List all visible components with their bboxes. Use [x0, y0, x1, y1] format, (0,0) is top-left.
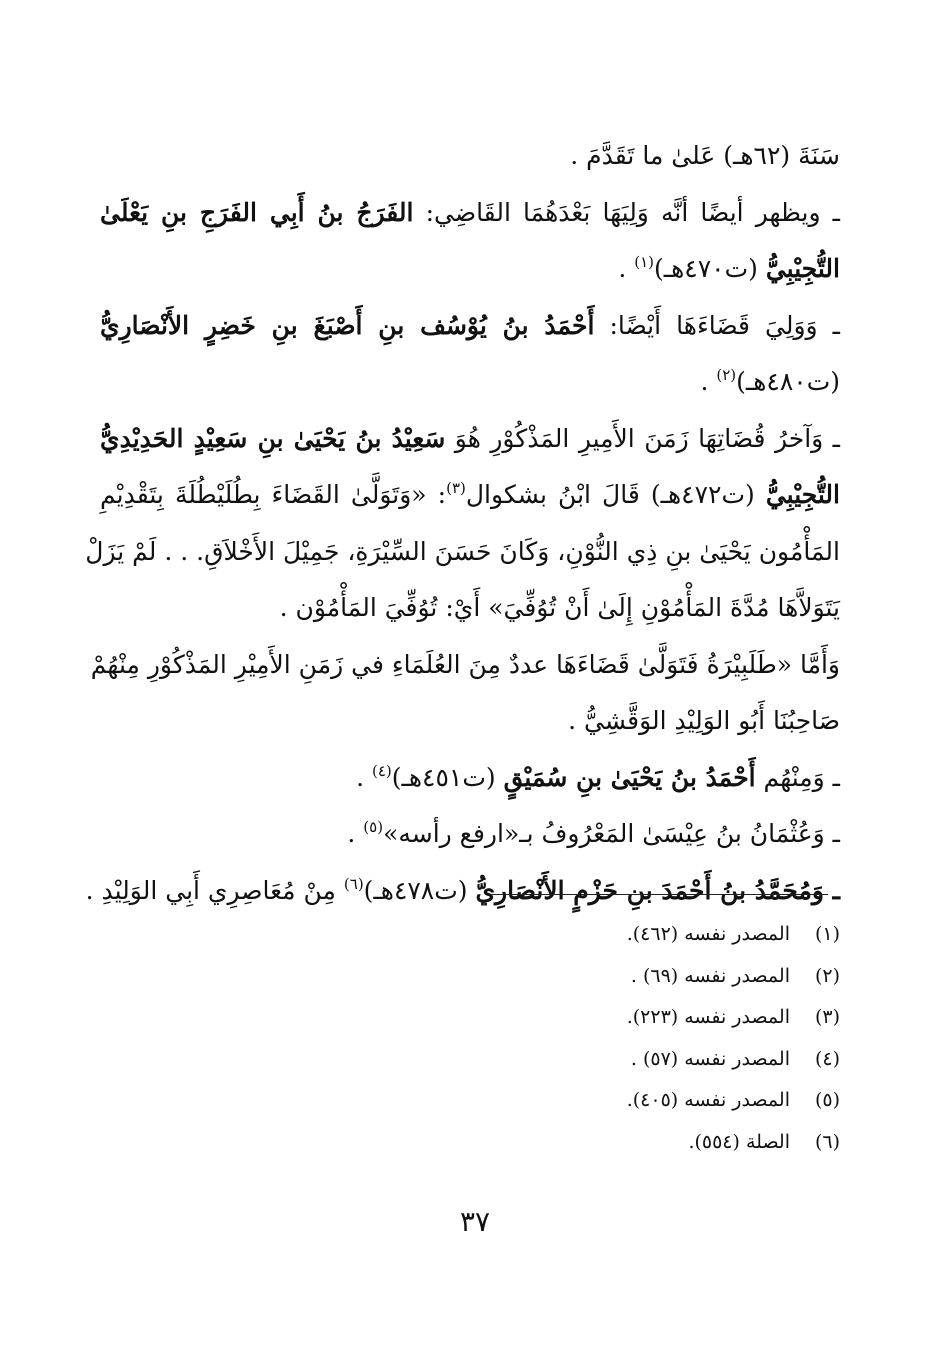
- footnote-number: (١): [814, 923, 840, 945]
- text-segment: (ت٤٧٠هـ): [654, 254, 766, 283]
- text-line: [100, 128, 840, 185]
- text-segment: ـ وَمِنْهُم: [755, 762, 840, 792]
- text-segment: .: [700, 367, 717, 396]
- footnote: [560, 956, 840, 998]
- footnote-ref: (١): [634, 253, 655, 271]
- footnote-text: المصدر نفسه (٤٠٥).: [626, 1089, 790, 1111]
- bold-name: التُّجِيْبِيُّ: [765, 254, 840, 283]
- bold-name: سَعِيْدُ بنُ يَحْيَىٰ بنِ سَعِيْدٍ الحَدِيْدِيُّ: [100, 423, 446, 453]
- bold-name: الفَرَجُ بنُ أَبِي الفَرَجِ بنِ يَعْلَىٰ: [100, 197, 414, 227]
- footnote-separator: [488, 894, 828, 895]
- text-line: [100, 185, 840, 242]
- text-line: [100, 693, 840, 750]
- footnote-number: (٦): [814, 1130, 840, 1153]
- bold-name: التُّجِيْبِيُّ: [765, 480, 840, 509]
- text-segment: .: [618, 254, 635, 283]
- footnotes-block: [560, 914, 840, 1163]
- text-line: [100, 411, 840, 468]
- text-segment: ـ وَعُثْمَانُ بنُ عِيْسَىٰ المَعْرُوفُ بـ«ارفع رأسه»: [383, 819, 840, 848]
- footnote: [560, 1080, 840, 1122]
- text-line: [85, 863, 840, 920]
- footnote: [560, 1122, 840, 1164]
- text-line: [90, 637, 840, 694]
- footnote-ref: (٣): [446, 479, 466, 497]
- text-line: [100, 354, 840, 411]
- text-segment: يَتَوَلاَّهَا مُدَّةَ المَأْمُوْنِ إِلَىٰ أَنْ تُوُفِّيَ» أَيْ: تُوُفِّيَ المَأْمُوْن .: [279, 593, 840, 622]
- text-segment: المَأْمُون يَحْيَىٰ بنِ ذِي النُّوْنِ، وَكَانَ حَسَنَ السِّيْرَةِ، جَمِيْلَ الأَخْلاَقِ. . . لَمْ يَزَلْ: [85, 536, 840, 566]
- text-segment: ـ ويظهر أيضًا أنَّه وَلِيَهَا بَعْدَهُمَا القَاضِي:: [413, 197, 840, 227]
- footnote-text: المصدر نفسه (٢٢٣).: [626, 1006, 790, 1028]
- footnote-text: الصلة (٥٥٤).: [688, 1130, 790, 1153]
- text-segment: ـ وَوَلِيَ قَضَاءَهَا أَيْضًا:: [594, 310, 840, 340]
- text-segment: (ت٤٨٠هـ): [736, 367, 840, 396]
- text-line: [100, 467, 840, 524]
- text-line: [100, 241, 840, 298]
- main-text-body: [85, 128, 840, 919]
- bold-name: أَحْمَدُ بنُ يُوْسُف بنِ أَصْبَغَ بنِ خَضِرٍ الأَنْصَارِيُّ: [100, 310, 595, 340]
- footnote-text: المصدر نفسه (٥٧) .: [630, 1047, 790, 1070]
- footnote-text: المصدر نفسه (٤٦٢).: [626, 923, 790, 945]
- text-line: [100, 298, 840, 355]
- footnote-number: (٣): [814, 1006, 840, 1028]
- text-segment: (ت٤٥١هـ): [391, 762, 504, 792]
- text-segment: : «وَتَوَلَّىٰ القَضَاءَ بِطُلَيْطُلَةَ بِتَقْدِيْمِ: [100, 480, 447, 509]
- footnote-text: المصدر نفسه (٦٩) .: [630, 964, 790, 987]
- text-segment: وَأَمَّا «طَلَبِيْرَةُ فَتَوَلَّىٰ قَضَاءَهَا عددٌ مِنَ العُلَمَاءِ في زَمَنِ الأَمِيْرِ المَذْكُوْرِ مِنْهُمْ: [90, 649, 840, 679]
- footnote-ref: (٥): [363, 818, 384, 836]
- footnote-ref: (٤): [371, 761, 392, 780]
- text-segment: سَنَةَ (٦٢هـ) عَلىٰ ما تَقَدَّمَ .: [570, 141, 840, 170]
- text-line: [100, 580, 840, 637]
- bold-name: ـ وَمُحَمَّدُ بنُ أَحْمَدَ بنِ حَزْمٍ الأَنْصَارِيُّ: [475, 875, 840, 905]
- text-segment: مِنْ مُعَاصِرِي أَبِي الوَلِيْدِ .: [85, 875, 344, 905]
- text-segment: (ت٤٧٨هـ): [363, 875, 476, 905]
- footnote-ref: (٢): [716, 366, 737, 384]
- text-line: [100, 750, 840, 807]
- text-line: [85, 524, 840, 581]
- text-line: [100, 806, 840, 863]
- footnote-number: (٥): [814, 1089, 840, 1111]
- page-number: ٣٧: [459, 1205, 491, 1238]
- text-segment: (ت٤٧٢هـ) قَالَ ابْنُ بشكوال: [465, 480, 766, 509]
- footnote-number: (٢): [814, 964, 840, 987]
- text-segment: .: [356, 762, 372, 792]
- bold-name: أَحْمَدُ بنُ يَحْيَىٰ بنِ سُمَيْقٍ: [503, 762, 756, 792]
- footnote: [560, 1039, 840, 1081]
- text-segment: .: [347, 819, 364, 848]
- footnote-number: (٤): [814, 1047, 840, 1070]
- text-segment: ـ وَآخرُ قُضَاتِهَا زَمَنَ الأَمِيرِ المَذْكُوْرِ هُوَ: [445, 423, 840, 453]
- footnote-ref: (٦): [343, 874, 364, 893]
- text-segment: صَاحِبُنَا أَبُو الوَلِيْدِ الوَقَّشِيُّ .: [568, 706, 840, 735]
- footnote: [560, 997, 840, 1039]
- footnote: [560, 914, 840, 956]
